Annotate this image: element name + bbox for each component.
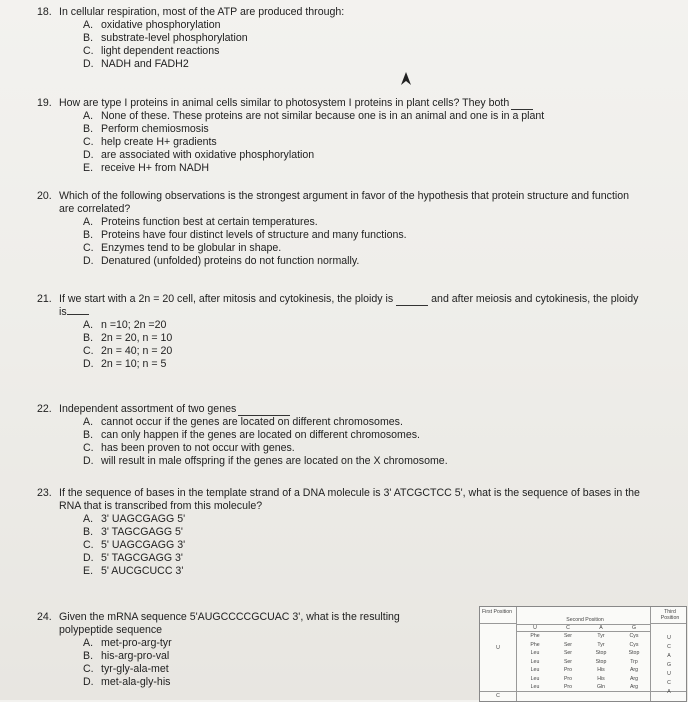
question-text-line-1: Given the mRNA sequence 5'AUGCCCCGCUAC 3', what is the resulting bbox=[59, 611, 400, 623]
option-letter: D. bbox=[83, 358, 94, 370]
first-base-label: U bbox=[496, 645, 500, 651]
option-letter: A. bbox=[83, 216, 94, 228]
codon-amino-acid: Stop bbox=[595, 650, 607, 656]
codon-amino-acid: Leu bbox=[530, 650, 540, 656]
codon-table bbox=[479, 606, 687, 702]
second-base-label: U bbox=[533, 625, 537, 631]
option-d[interactable] bbox=[83, 255, 629, 268]
option-text: Denatured (unfolded) proteins do not function normally. bbox=[101, 255, 360, 267]
option-text: Enzymes tend to be globular in shape. bbox=[101, 242, 282, 254]
option-letter: A. bbox=[83, 110, 94, 122]
question-21 bbox=[37, 293, 638, 371]
codon-amino-acid: Tyr bbox=[597, 633, 605, 639]
codon-amino-acid: Leu bbox=[530, 658, 540, 665]
option-c[interactable] bbox=[83, 45, 344, 58]
option-letter: B. bbox=[83, 229, 94, 241]
first-position-header: First Position bbox=[482, 609, 512, 615]
codon-amino-acid: Arg bbox=[629, 675, 639, 682]
codon-amino-acid: Ser bbox=[563, 658, 573, 665]
option-text: 2n = 40; n = 20 bbox=[101, 345, 173, 357]
option-letter: A. bbox=[83, 19, 94, 31]
option-c[interactable] bbox=[83, 242, 629, 255]
codon-amino-acid: Cys bbox=[629, 641, 639, 648]
question-24 bbox=[37, 611, 400, 689]
option-letter: C. bbox=[83, 539, 94, 551]
option-text: 3' TAGCGAGG 5' bbox=[101, 526, 183, 538]
question-text-line-2: RNA that is transcribed from this molecule? bbox=[59, 500, 263, 512]
option-b[interactable] bbox=[83, 229, 629, 242]
codon-amino-acid: Ser bbox=[563, 633, 573, 639]
option-letter: B. bbox=[83, 429, 94, 441]
codon-amino-acid: Trp bbox=[630, 658, 638, 665]
option-text: None of these. These proteins are not similar because one is in an animal and one is in a plant bbox=[101, 110, 545, 122]
question-18 bbox=[37, 6, 344, 71]
option-e[interactable] bbox=[83, 162, 544, 175]
option-letter: A. bbox=[83, 637, 94, 649]
answer-blank[interactable] bbox=[511, 97, 533, 110]
option-text: 5' UAGCGAGG 3' bbox=[101, 539, 186, 551]
question-text-line-1: Which of the following observations is the strongest argument in favor of the hypothesis that protein structure and function bbox=[59, 190, 630, 202]
second-position-header: Second Position bbox=[566, 617, 604, 623]
option-d[interactable] bbox=[83, 149, 544, 162]
second-base-label: G bbox=[631, 625, 637, 631]
option-letter: D. bbox=[83, 58, 94, 70]
codon-amino-acid: Gln bbox=[596, 684, 606, 690]
codon-amino-acid: Stop bbox=[628, 650, 640, 656]
option-b[interactable] bbox=[83, 123, 544, 136]
option-b[interactable] bbox=[83, 650, 400, 663]
option-list bbox=[83, 637, 400, 689]
first-base-label: C bbox=[496, 693, 500, 699]
option-d[interactable] bbox=[83, 676, 400, 689]
question-text: How are type I proteins in animal cells similar to photosystem I proteins in plant cells? They both bbox=[59, 97, 510, 109]
second-base-label: A bbox=[599, 625, 603, 631]
option-text: light dependent reactions bbox=[101, 45, 220, 57]
answer-blank[interactable] bbox=[67, 314, 89, 315]
option-a[interactable] bbox=[83, 216, 629, 229]
codon-amino-acid: His bbox=[597, 667, 605, 673]
option-text: cannot occur if the genes are located on different chromosomes. bbox=[101, 416, 403, 428]
question-text-line-2: polypeptide sequence bbox=[59, 624, 163, 636]
option-text: help create H+ gradients bbox=[101, 136, 217, 148]
option-text: NADH and FADH2 bbox=[101, 58, 189, 70]
codon-amino-acid: Leu bbox=[530, 667, 540, 673]
option-letter: C. bbox=[83, 442, 94, 454]
codon-amino-acid: Pro bbox=[563, 675, 573, 682]
option-c[interactable] bbox=[83, 663, 400, 676]
question-text: In cellular respiration, most of the ATP are produced through: bbox=[59, 6, 345, 18]
option-a[interactable] bbox=[83, 19, 344, 32]
question-text-part-c: is bbox=[59, 306, 67, 318]
option-text: will result in male offspring if the genes are located on the X chromosome. bbox=[101, 455, 448, 467]
option-d[interactable] bbox=[83, 552, 640, 565]
question-text-line-2: are correlated? bbox=[59, 203, 131, 215]
question-20 bbox=[37, 190, 629, 268]
option-letter: B. bbox=[83, 332, 94, 344]
third-base-label: G bbox=[666, 662, 672, 668]
option-text: met-ala-gly-his bbox=[101, 676, 171, 688]
option-d[interactable] bbox=[83, 358, 638, 371]
third-position-header: Third Position bbox=[660, 609, 680, 621]
option-letter: A. bbox=[83, 416, 94, 428]
option-letter: D. bbox=[83, 676, 94, 688]
option-list bbox=[83, 416, 448, 468]
option-b[interactable] bbox=[83, 526, 640, 539]
codon-amino-acid: Phe bbox=[530, 641, 540, 648]
option-text: tyr-gly-ala-met bbox=[101, 663, 169, 675]
question-text-line-1: If the sequence of bases in the template strand of a DNA molecule is 3' ATCGCTCC 5', what is the sequence of bases in the bbox=[59, 487, 640, 499]
option-text: Proteins function best at certain temperatures. bbox=[101, 216, 318, 228]
option-letter: C. bbox=[83, 242, 94, 254]
codon-amino-acid: Stop bbox=[595, 658, 607, 665]
option-letter: C. bbox=[83, 345, 94, 357]
codon-amino-acid: Tyr bbox=[597, 641, 605, 648]
option-text: Proteins have four distinct levels of structure and many functions. bbox=[101, 229, 407, 241]
option-letter: B. bbox=[83, 650, 94, 662]
option-a[interactable] bbox=[83, 637, 400, 650]
option-letter: D. bbox=[83, 552, 94, 564]
question-22 bbox=[37, 403, 448, 468]
option-letter: C. bbox=[83, 136, 94, 148]
question-number: 19. bbox=[37, 97, 52, 109]
option-a[interactable] bbox=[83, 110, 544, 123]
codon-amino-acid: Leu bbox=[530, 684, 540, 690]
option-text: 3' UAGCGAGG 5' bbox=[101, 513, 186, 525]
option-b[interactable] bbox=[83, 332, 638, 345]
option-d[interactable] bbox=[83, 58, 344, 71]
option-c[interactable] bbox=[83, 442, 448, 455]
codon-amino-acid: His bbox=[597, 675, 605, 682]
question-text-part-b: and after meiosis and cytokinesis, the ploidy bbox=[431, 293, 639, 305]
option-a[interactable] bbox=[83, 319, 638, 332]
option-text: can only happen if the genes are located on different chromosomes. bbox=[101, 429, 420, 441]
option-text: Perform chemiosmosis bbox=[101, 123, 209, 135]
option-text: oxidative phosphorylation bbox=[101, 19, 221, 31]
question-number: 18. bbox=[37, 6, 52, 18]
option-letter: A. bbox=[83, 513, 94, 525]
codon-amino-acid: Leu bbox=[530, 675, 540, 682]
option-list bbox=[83, 513, 640, 578]
option-list bbox=[83, 216, 629, 268]
option-letter: B. bbox=[83, 32, 94, 44]
option-letter: D. bbox=[83, 149, 94, 161]
question-text-part-a: If we start with a 2n = 20 cell, after mitosis and cytokinesis, the ploidy is bbox=[59, 293, 394, 305]
codon-amino-acid: Cys bbox=[629, 633, 639, 639]
answer-blank[interactable] bbox=[238, 403, 290, 416]
option-letter: B. bbox=[83, 526, 94, 538]
third-base-label: A bbox=[667, 653, 671, 659]
codon-amino-acid: Arg bbox=[629, 684, 639, 690]
codon-amino-acid: Pro bbox=[563, 684, 573, 690]
option-letter: E. bbox=[83, 565, 94, 577]
codon-amino-acid: Ser bbox=[563, 650, 573, 656]
option-text: 2n = 20, n = 10 bbox=[101, 332, 173, 344]
codon-amino-acid: Ser bbox=[563, 641, 573, 648]
question-number: 20. bbox=[37, 190, 52, 202]
codon-amino-acid: Arg bbox=[629, 667, 639, 673]
option-letter: D. bbox=[83, 255, 94, 267]
question-23 bbox=[37, 487, 640, 578]
option-text: his-arg-pro-val bbox=[101, 650, 170, 662]
option-list bbox=[83, 19, 344, 71]
option-text: receive H+ from NADH bbox=[101, 162, 210, 174]
third-base-label: C bbox=[667, 644, 671, 650]
option-list bbox=[83, 110, 544, 175]
option-text: n =10; 2n =20 bbox=[101, 319, 167, 331]
option-a[interactable] bbox=[83, 416, 448, 429]
option-letter: B. bbox=[83, 123, 94, 135]
third-base-label: U bbox=[667, 635, 671, 641]
option-e[interactable] bbox=[83, 565, 640, 578]
mouse-cursor-icon bbox=[400, 71, 412, 87]
option-c[interactable] bbox=[83, 539, 640, 552]
third-base-label: A bbox=[667, 689, 671, 695]
option-text: has been proven to not occur with genes. bbox=[101, 442, 295, 454]
option-list bbox=[83, 319, 638, 371]
option-letter: D. bbox=[83, 455, 94, 467]
option-text: 5' TAGCGAGG 3' bbox=[101, 552, 183, 564]
option-letter: A. bbox=[83, 319, 94, 331]
third-base-label: C bbox=[667, 680, 671, 686]
option-letter: E. bbox=[83, 162, 94, 174]
codon-amino-acid: Pro bbox=[563, 667, 573, 673]
question-19 bbox=[37, 97, 544, 175]
question-number: 22. bbox=[37, 403, 52, 415]
option-text: met-pro-arg-tyr bbox=[101, 637, 172, 649]
option-letter: C. bbox=[83, 663, 94, 675]
option-c[interactable] bbox=[83, 136, 544, 149]
option-c[interactable] bbox=[83, 345, 638, 358]
option-letter: C. bbox=[83, 45, 94, 57]
option-b[interactable] bbox=[83, 429, 448, 442]
codon-amino-acid: Phe bbox=[530, 633, 540, 639]
question-number: 21. bbox=[37, 293, 52, 305]
option-a[interactable] bbox=[83, 513, 640, 526]
option-b[interactable] bbox=[83, 32, 344, 45]
second-base-label: C bbox=[566, 625, 570, 631]
option-text: substrate-level phosphorylation bbox=[101, 32, 248, 44]
question-number: 23. bbox=[37, 487, 52, 499]
answer-blank[interactable] bbox=[396, 293, 428, 306]
option-text: are associated with oxidative phosphorylation bbox=[101, 149, 315, 161]
option-d[interactable] bbox=[83, 455, 448, 468]
question-number: 24. bbox=[37, 611, 52, 623]
third-base-label: U bbox=[667, 671, 671, 677]
option-text: 2n = 10; n = 5 bbox=[101, 358, 167, 370]
option-text: 5' AUCGCUCC 3' bbox=[101, 565, 184, 577]
question-text: Independent assortment of two genes bbox=[59, 403, 237, 415]
